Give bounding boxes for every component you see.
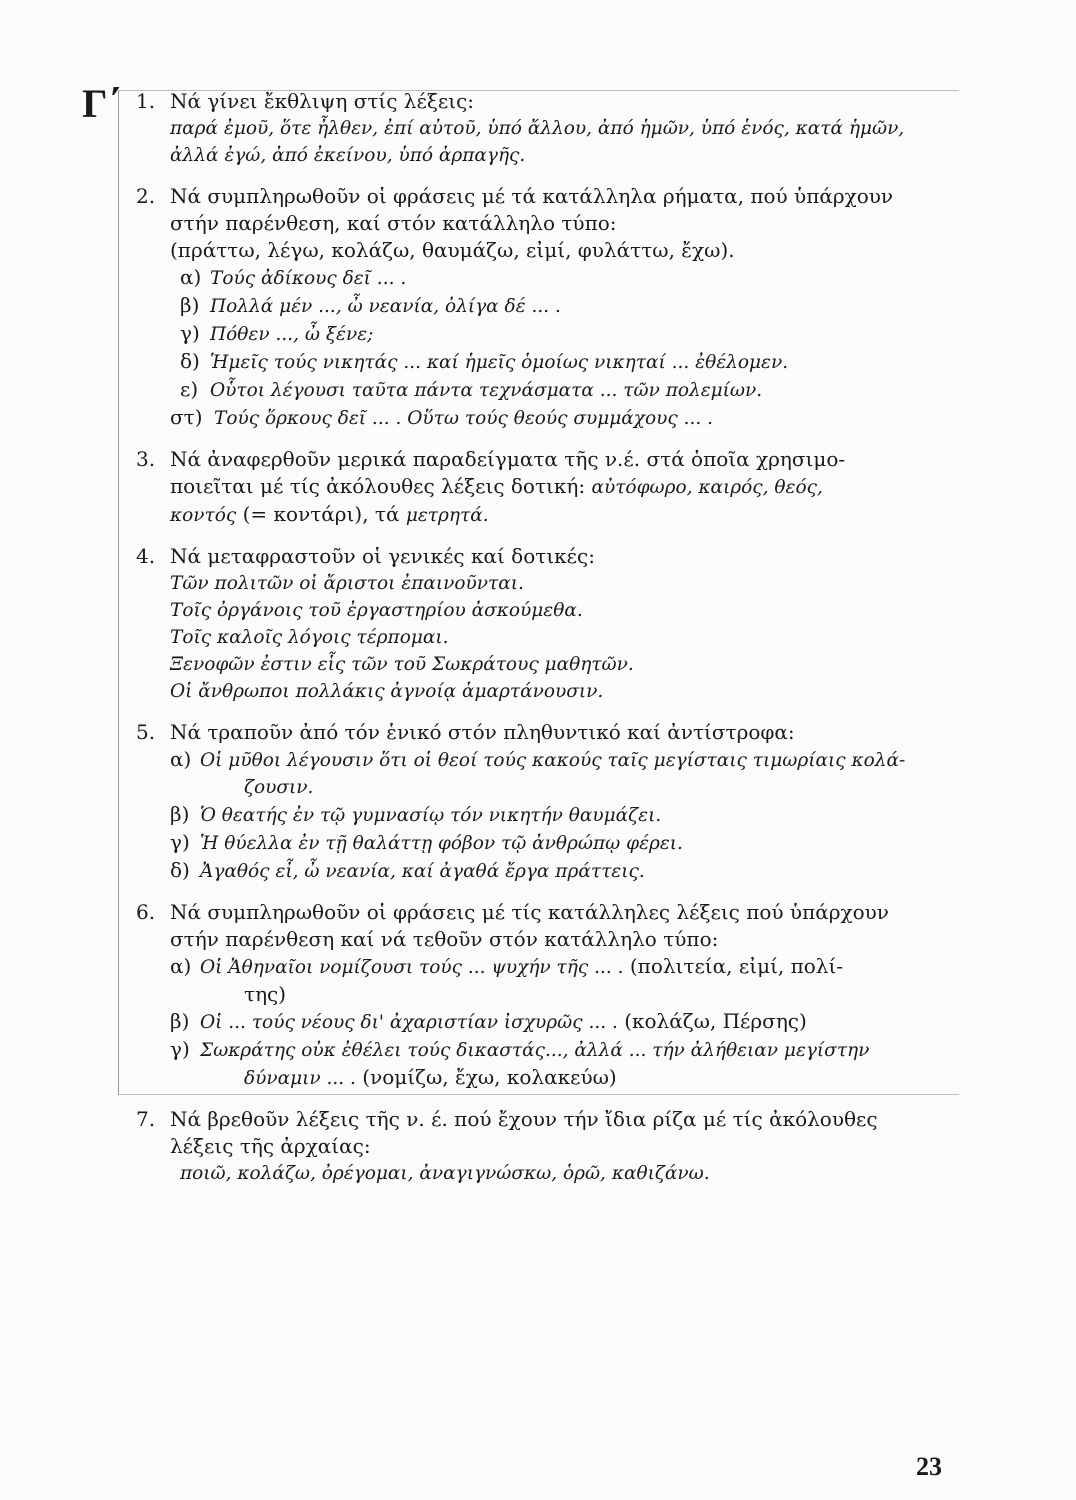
sub-item: [170, 348, 956, 376]
page-number: 23: [916, 1452, 942, 1481]
exercise-2: [130, 183, 956, 432]
sub-item: [170, 829, 956, 857]
sub-item-hint: (νομίζω, ἔχω, κολακεύω): [355, 1065, 617, 1089]
sub-item-continuation: της): [244, 982, 287, 1006]
exercise-number: 5.: [136, 720, 156, 744]
sub-item: [170, 746, 956, 774]
sentence: Ξενοφῶν ἐστιν εἷς τῶν τοῦ Σωκράτους μαθητῶν.: [170, 654, 634, 675]
exercise-number: 3.: [136, 447, 156, 471]
sub-item-text: Ἀγαθός εἶ, ὦ νεανία, καί ἀγαθά ἔργα πράττεις.: [200, 861, 645, 882]
instruction: στήν παρένθεση, καί στόν κατάλληλο τύπο:: [170, 211, 617, 235]
sub-item-continuation: ζουσιν.: [244, 777, 314, 798]
exercise-number: 4.: [136, 544, 156, 568]
sentence: Τοῖς ὀργάνοις τοῦ ἐργαστηρίου ἀσκούμεθα.: [170, 600, 583, 621]
instruction: Νά τραποῦν ἀπό τόν ἑνικό στόν πληθυντικό καί ἀντίστροφα:: [170, 720, 795, 744]
exercise-number: 7.: [136, 1107, 156, 1131]
instruction: [170, 473, 956, 501]
exercise-number: 2.: [136, 184, 156, 208]
verb-list: (πράττω, λέγω, κολάζω, θαυμάζω, εἰμί, φυλάττω, ἔχω).: [170, 238, 735, 262]
instruction: λέξεις τῆς ἀρχαίας:: [170, 1134, 371, 1158]
word: κοντός: [170, 505, 237, 526]
sub-item-hint: (πολιτεία, εἰμί, πολί-: [623, 954, 844, 978]
instruction: Νά μεταφραστοῦν οἱ γενικές καί δοτικές:: [170, 544, 595, 568]
instruction: Νά βρεθοῦν λέξεις τῆς ν. έ. πού ἔχουν τήν ἴδια ρίζα μέ τίς ἀκόλουθες: [170, 1107, 878, 1131]
sentence: Τῶν πολιτῶν οἱ ἄριστοι ἐπαινοῦνται.: [170, 573, 524, 594]
exercise-6: [130, 899, 956, 1092]
word-list: ἀλλά ἐγώ, ἀπό ἐκείνου, ὑπό ἁρπαγῆς.: [170, 145, 526, 166]
word: μετρητά.: [405, 505, 489, 526]
sub-item-label: β): [170, 802, 190, 826]
sub-item-label: α): [170, 747, 192, 771]
sub-item-label: δ): [180, 349, 200, 373]
sub-item: [170, 801, 956, 829]
sub-item: [170, 264, 956, 292]
exercise-4: [130, 543, 956, 705]
sub-item-hint: (κολάζω, Πέρσης): [617, 1009, 807, 1033]
sub-item-label: γ): [180, 321, 200, 345]
exercise-5: [130, 719, 956, 885]
exercise-list: [130, 88, 956, 1201]
instruction: Νά γίνει ἔκθλιψη στίς λέξεις:: [170, 89, 475, 113]
sub-item: [170, 292, 956, 320]
sub-item-label: α): [180, 265, 202, 289]
sentence: Τοῖς καλοῖς λόγοις τέρπομαι.: [170, 627, 449, 648]
sub-item-text: Σωκράτης οὐκ ἐθέλει τούς δικαστάς..., ἀλλά ... τήν ἀλήθειαν μεγίστην: [200, 1040, 870, 1061]
sub-item-label: ε): [180, 377, 199, 401]
instruction: Νά συμπληρωθοῦν οἱ φράσεις μέ τά κατάλληλα ρήματα, πού ὑπάρχουν: [170, 184, 894, 208]
section-letter: Γ΄: [82, 81, 121, 126]
sub-item-text: Ὁ θεατής ἐν τῷ γυμνασίῳ τόν νικητήν θαυμάζει.: [200, 805, 662, 826]
sub-item-text: Οἱ Ἀθηναῖοι νομίζουσι τούς ... ψυχήν τῆς ... .: [200, 957, 624, 978]
exercise-1: [130, 88, 956, 169]
word-list: παρά ἐμοῦ, ὅτε ἦλθεν, ἐπί αὐτοῦ, ὑπό ἄλλου, ἀπό ἡμῶν, ὑπό ἑνός, κατά ἡμῶν,: [170, 118, 905, 139]
sub-item-label: δ): [170, 858, 190, 882]
gloss: (= κοντάρι), τά: [236, 502, 406, 526]
exercise-number: 1.: [136, 89, 156, 113]
sub-item-text: Τούς ἀδίκους δεῖ ... .: [210, 268, 407, 289]
sub-item: [170, 1036, 956, 1064]
sub-item-label: στ): [170, 405, 203, 429]
sub-item-continuation: [170, 1064, 956, 1092]
exercise-number: 6.: [136, 900, 156, 924]
sub-item-text: Οἱ ... τούς νέους δι' ἀχαριστίαν ἰσχυρῶς ... .: [200, 1012, 618, 1033]
sub-item-label: α): [170, 954, 192, 978]
word-list: αὐτόφωρο, καιρός, θεός,: [591, 477, 823, 498]
sub-item-label: γ): [170, 830, 190, 854]
sub-item-text: δύναμιν ... .: [244, 1068, 356, 1089]
instruction: στήν παρένθεση καί νά τεθοῦν στόν κατάλληλο τύπο:: [170, 927, 719, 951]
sub-item-text: Τούς ὅρκους δεῖ ... . Οὕτω τούς θεούς συμμάχους ... .: [214, 408, 714, 429]
sub-item-label: γ): [170, 1037, 190, 1061]
sub-item: [170, 404, 956, 432]
sub-item-text: Ἡμεῖς τούς νικητάς ... καί ἡμεῖς ὁμοίως νικηταί ... ἐθέλομεν.: [210, 352, 789, 373]
exercise-7: [130, 1106, 956, 1187]
instruction-text: ποιεῖται μέ τίς ἀκόλουθες λέξεις δοτική:: [170, 474, 592, 498]
instruction: Νά συμπληρωθοῦν οἱ φράσεις μέ τίς κατάλληλες λέξεις πού ὑπάρχουν: [170, 900, 889, 924]
sub-item: [170, 953, 956, 981]
sub-item-label: β): [170, 1009, 190, 1033]
sub-item: [170, 1008, 956, 1036]
sub-item: [170, 857, 956, 885]
sub-item-text: Ἡ θύελλα ἐν τῇ θαλάττῃ φόβον τῷ ἀνθρώπῳ φέρει.: [200, 833, 683, 854]
sub-item: [170, 376, 956, 404]
instruction: Νά ἀναφερθοῦν μερικά παραδείγματα τῆς ν.έ. στά ὁποῖα χρησιμο-: [170, 447, 846, 471]
sub-item-text: Οὗτοι λέγουσι ταῦτα πάντα τεχνάσματα ... τῶν πολεμίων.: [210, 380, 763, 401]
sentence: Οἱ ἄνθρωποι πολλάκις ἀγνοίᾳ ἁμαρτάνουσιν.: [170, 681, 604, 702]
sub-item: [170, 320, 956, 348]
sub-item-text: Πολλά μέν ..., ὦ νεανία, ὀλίγα δέ ... .: [210, 296, 561, 317]
sub-item-label: β): [180, 293, 200, 317]
sub-item-text: Οἱ μῦθοι λέγουσιν ὅτι οἱ θεοί τούς κακούς ταῖς μεγίσταις τιμωρίαις κολά-: [200, 750, 906, 771]
word-list: ποιῶ, κολάζω, ὀρέγομαι, ἀναγιγνώσκω, ὁρῶ, καθιζάνω.: [180, 1163, 710, 1184]
instruction: [170, 501, 956, 529]
exercise-3: [130, 446, 956, 529]
sub-item-text: Πόθεν ..., ὦ ξένε;: [210, 324, 374, 345]
